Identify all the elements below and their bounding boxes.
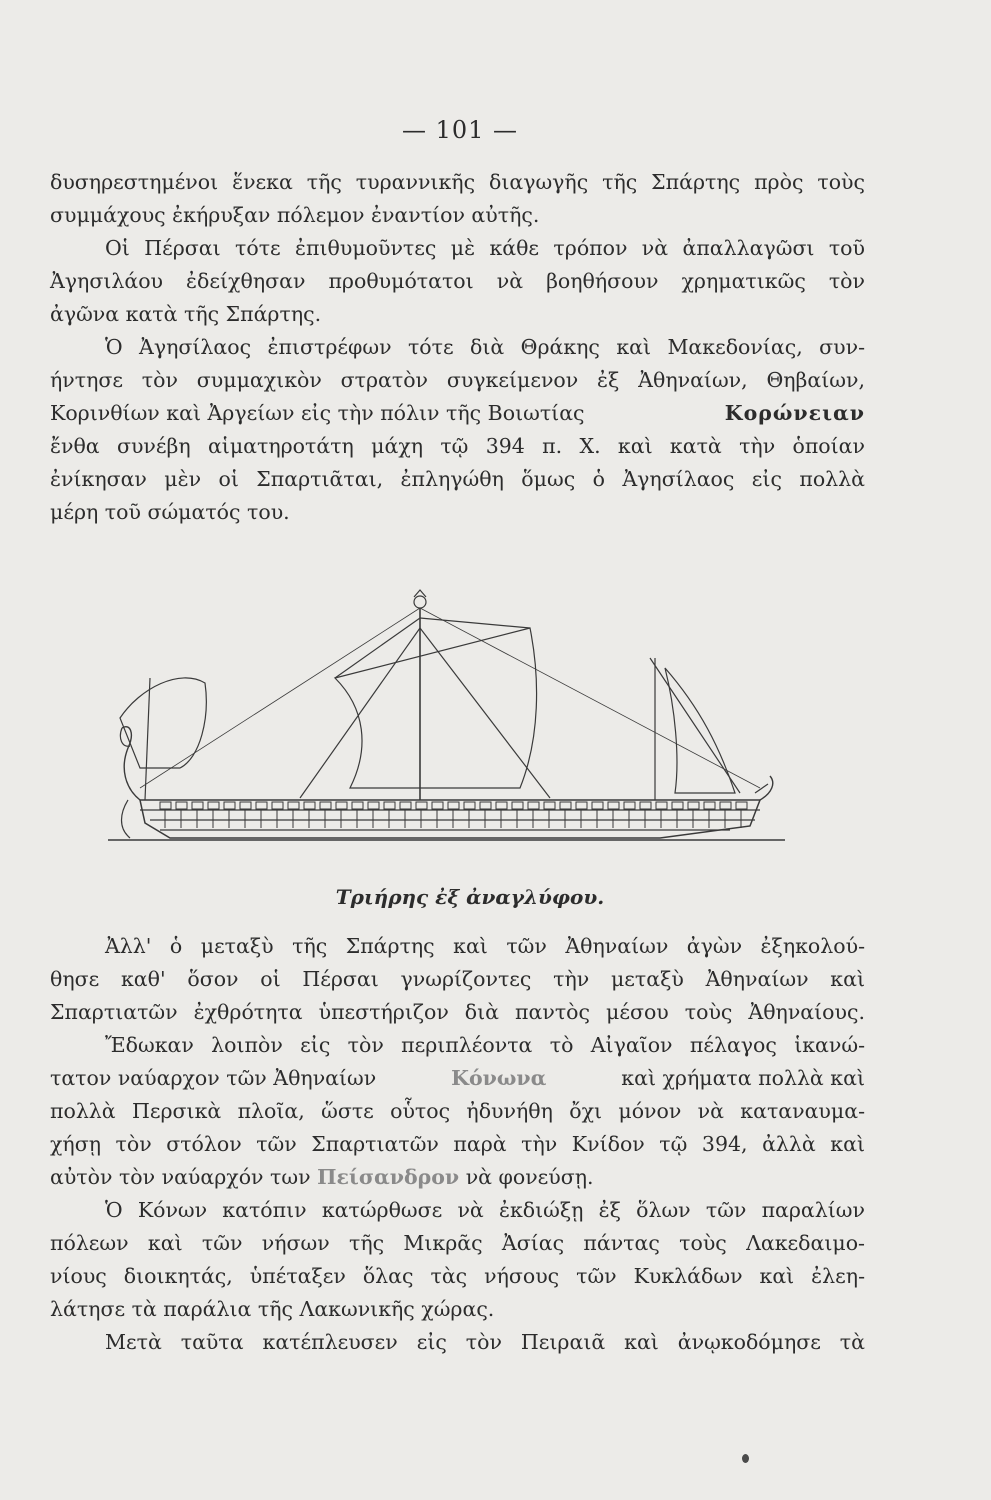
page-number: — 101 — [401, 116, 519, 144]
person-name-konon: Κόνωνα [451, 1066, 547, 1090]
text-line: ἐνίκησαν μὲν οἱ Σπαρτιᾶται, ἐπληγώθη ὅμως ὁ Ἀγησίλαος εἰς πολλὰ [50, 467, 865, 491]
oar-port [576, 802, 587, 809]
text-line: ἀγῶνα κατὰ τῆς Σπάρτης. [50, 302, 322, 326]
text-line: ἔνθα συνέβη αἱματηροτάτη μάχη τῷ 394 π. Χ. καὶ κατὰ τὴν ὁποίαν [50, 434, 865, 458]
oar-port [208, 802, 219, 809]
trireme-drawing [100, 588, 880, 868]
text-line [50, 1161, 865, 1194]
text-line: νίους διοικητάς, ὑπέταξεν ὅλας τὰς νήσους τῶν Κυκλάδων καὶ ἐλεη- [50, 1264, 865, 1288]
person-name-peisandros: Πείσανδρον [317, 1165, 460, 1189]
text-block-top [50, 166, 865, 529]
text-line: Μετὰ ταῦτα κατέπλευσεν εἰς τὸν Πειραιᾶ καὶ ἀνῳκοδόμησε τὰ [105, 1330, 865, 1354]
oar-port [288, 802, 299, 809]
oar-port [640, 802, 651, 809]
text-block-bottom [50, 930, 865, 1359]
oar-port [224, 802, 235, 809]
text-line: Σπαρτιατῶν ἐχθρότητα ὑπεστήριζον διὰ παντὸς μέσου τοὺς Ἀθηναίους. [50, 1000, 865, 1024]
oar-port [272, 802, 283, 809]
oar-port [544, 802, 555, 809]
text-span: νὰ φονεύσῃ. [465, 1165, 594, 1189]
oar-port [496, 802, 507, 809]
text-line: Ἔδωκαν λοιπὸν εἰς τὸν περιπλέοντα τὸ Αἰγαῖον πέλαγος ἱκανώ- [105, 1033, 865, 1057]
ink-dot [742, 1454, 749, 1463]
oar-port [160, 802, 171, 809]
oar-port [400, 802, 411, 809]
text-span: Κορινθίων καὶ Ἀργείων εἰς τὴν πόλιν τῆς Βοιωτίας [50, 401, 585, 425]
text-line: συμμάχους ἐκήρυξαν πόλεμον ἐναντίον αὐτῆς. [50, 203, 540, 227]
text-line: πολλὰ Περσικὰ πλοῖα, ὥστε οὗτος ἠδυνήθη ὄχι μόνον νὰ καταναυμα- [50, 1099, 865, 1123]
text-span: αὐτὸν τὸν ναύαρχόν των [50, 1165, 311, 1189]
text-line: Ὁ Κόνων κατόπιν κατώρθωσε νὰ ἐκδιώξῃ ἐξ ὅλων τῶν παραλίων [105, 1198, 865, 1222]
oar-port [560, 802, 571, 809]
oar-port [688, 802, 699, 809]
oar-port [176, 802, 187, 809]
text-line: θησε καθ' ὅσον οἱ Πέρσαι γνωρίζοντες τὴν μεταξὺ Ἀθηναίων καὶ [50, 967, 865, 991]
text-line: μέρη τοῦ σώματός του. [50, 500, 290, 524]
oar-port [608, 802, 619, 809]
oar-port [240, 802, 251, 809]
oar-port [384, 802, 395, 809]
text-line: δυσηρεστημένοι ἕνεκα τῆς τυραννικῆς διαγωγῆς τῆς Σπάρτης πρὸς τοὺς [50, 170, 865, 194]
oar-port [592, 802, 603, 809]
oar-port [192, 802, 203, 809]
text-line [50, 397, 865, 430]
oar-port [512, 802, 523, 809]
oar-port [432, 802, 443, 809]
oar-port [528, 802, 539, 809]
oar-port [672, 802, 683, 809]
oar-port [720, 802, 731, 809]
oar-port [352, 802, 363, 809]
text-line: Οἱ Πέρσαι τότε ἐπιθυμοῦντες μὲ κάθε τρόπον νὰ ἀπαλλαγῶσι τοῦ [105, 236, 865, 260]
text-line: πόλεων καὶ τῶν νήσων τῆς Μικρᾶς Ἀσίας πάντας τοὺς Λακεδαιμο- [50, 1231, 865, 1255]
oar-port [416, 802, 427, 809]
oar-port [448, 802, 459, 809]
oar-port [480, 802, 491, 809]
text-line: λάτησε τὰ παράλια τῆς Λακωνικῆς χώρας. [50, 1297, 495, 1321]
oar-port [368, 802, 379, 809]
oar-port [304, 802, 315, 809]
text-line: ήντησε τὸν συμμαχικὸν στρατὸν συγκείμενον ἐξ Ἀθηναίων, Θηβαίων, [50, 368, 865, 392]
figure-caption: Τριήρης ἐξ ἀναγλύφου. [335, 885, 605, 909]
text-span: τατον ναύαρχον τῶν Ἀθηναίων [50, 1066, 377, 1090]
text-line [50, 1062, 865, 1095]
oar-port [704, 802, 715, 809]
text-line: Ἀλλ' ὁ μεταξὺ τῆς Σπάρτης καὶ τῶν Ἀθηναίων ἀγὼν ἐξηκολού- [105, 934, 865, 958]
trireme-illustration [100, 588, 880, 868]
text-line: χήσῃ τὸν στόλον τῶν Σπαρτιατῶν παρὰ τὴν Κνίδον τῷ 394, ἀλλὰ καὶ [50, 1132, 865, 1156]
oar-port [256, 802, 267, 809]
oar-port [464, 802, 475, 809]
oar-port [320, 802, 331, 809]
text-span: καὶ χρήματα πολλὰ καὶ [621, 1066, 865, 1090]
text-line: Ὁ Ἀγησίλαος ἐπιστρέφων τότε διὰ Θράκης καὶ Μακεδονίας, συν- [105, 335, 865, 359]
oar-port [336, 802, 347, 809]
oar-port [624, 802, 635, 809]
oar-port [656, 802, 667, 809]
place-name-koroneia: Κορώνειαν [724, 401, 865, 425]
text-line: Ἀγησιλάου ἐδείχθησαν προθυμότατοι νὰ βοηθήσουν χρηματικῶς τὸν [50, 269, 865, 293]
oar-port [736, 802, 747, 809]
